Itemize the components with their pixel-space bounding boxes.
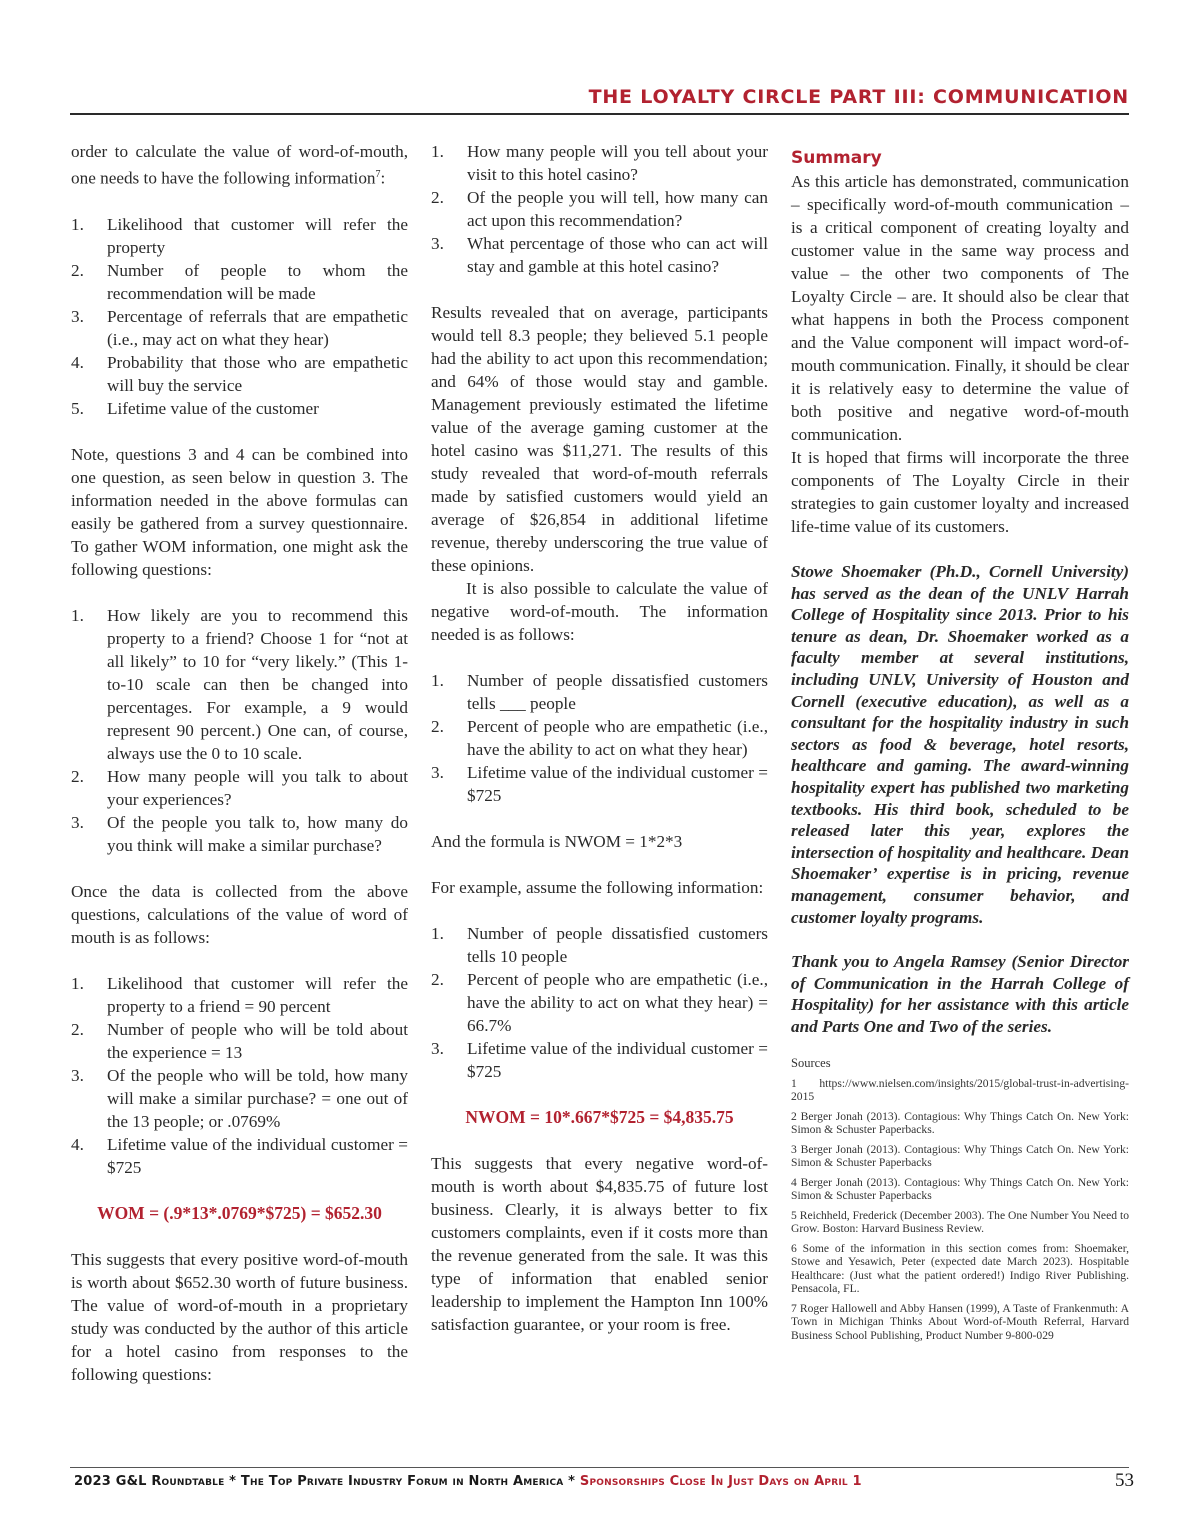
header-rule: [70, 113, 1129, 115]
negative-info-list: [431, 669, 768, 807]
summary-paragraph-1: As this article has demonstrated, communication – specifically word-of-mouth communication – is a critical component of creating loyalty and customer value in the same way process and value – the other two components of The Loyalty Circle – are. It should also be clear that what happens in both the Process component and the Value component will impact word-of-mouth communication. Finally, it should be clear it is relatively easy to determine the value of both positive and negative word-of-mouth communication.: [791, 172, 1129, 444]
list-item: [71, 213, 408, 259]
list-text: Number of people who will be told about the experience = 13: [107, 1019, 408, 1062]
list-number: 3.: [431, 1039, 444, 1058]
list-text: How many people will you talk to about your experiences?: [107, 766, 408, 809]
source-entry: 3 Berger Jonah (2013). Contagious: Why Things Catch On. New York: Simon & Schuster Paperbacks: [791, 1142, 1129, 1170]
list-number: 2.: [71, 1019, 84, 1039]
wom-conclusion: This suggests that every positive word-of-mouth is worth about $652.30 worth of future business. The value of word-of-mouth in a proprietary study was conducted by the author of this article for a hotel casino from responses to the following questions:: [71, 1249, 408, 1384]
list-number: 1.: [71, 973, 84, 993]
column-3: [791, 148, 1129, 1348]
list-item: [71, 259, 408, 305]
footer-rule: [70, 1467, 1129, 1468]
list-item: [431, 669, 768, 715]
list-text: Of the people you talk to, how many do you think will make a similar purchase?: [107, 812, 408, 855]
list-number: 1.: [431, 671, 444, 690]
list-item: [71, 765, 408, 811]
list-number: 5.: [71, 398, 84, 418]
list-number: 2.: [431, 188, 444, 207]
page-number: 53: [1115, 1470, 1134, 1491]
list-number: 1.: [71, 605, 84, 625]
sources-section: [791, 1057, 1129, 1342]
list-text: How likely are you to recommend this property to a friend? Choose 1 for “not at all likely” to 10 for “very likely.” (This 1-to-10 scale can then be changed into percentages. For example, a 9 would represent 90 percent.) One can, of course, always use the 0 to 10 scale.: [107, 605, 408, 763]
list-item: [71, 305, 408, 351]
column-2: [431, 140, 768, 1336]
list-item: [71, 397, 408, 420]
list-item: [431, 1037, 768, 1083]
list-text: Of the people who will be told, how many will make a similar purchase? = one out of the 13 people; or .0769%: [107, 1065, 408, 1131]
list-text: Lifetime value of the individual customer = $725: [467, 1039, 768, 1081]
running-header: THE LOYALTY CIRCLE PART III: COMMUNICATION: [588, 86, 1129, 108]
nwom-conclusion: This suggests that every negative word-of-mouth is worth about $4,835.75 of future lost business. Clearly, it is always better to fix customers complaints, even if it costs more than the revenue generated from the sale. It was this type of information that enabled senior leadership to implement the Hampton Inn 100% satisfaction guarantee, or your room is free.: [431, 1154, 768, 1334]
list-text: Lifetime value of the individual customer = $725: [467, 763, 768, 805]
source-entry: 4 Berger Jonah (2013). Contagious: Why Things Catch On. New York: Simon & Schuster Paperbacks: [791, 1175, 1129, 1203]
author-bio: Stowe Shoemaker (Ph.D., Cornell University) has served as the dean of the UNLV Harrah College of Hospitality since 2013. Prior to his tenure as dean, Dr. Shoemaker worked as a faculty member at several institutions, including UNLV, University of Houston and Cornell (executive education), as well as a consultant for the hospitality industry in such sectors as food & beverage, hotel resorts, healthcare and gaming. The award-winning hospitality expert has published two marketing textbooks. His third book, scheduled to be released later this year, explores the intersection of hospitality and healthcare. Dean Shoemaker’ expertise is in pricing, revenue management, consumer behavior, and customer loyalty programs.: [791, 562, 1129, 927]
list-number: 3.: [71, 306, 84, 326]
list-item: [431, 186, 768, 232]
source-entry: 2 Berger Jonah (2013). Contagious: Why Things Catch On. New York: Simon & Schuster Paperbacks.: [791, 1109, 1129, 1137]
list-text: Percentage of referrals that are empathetic (i.e., may act on what they hear): [107, 306, 408, 349]
list-item: [431, 140, 768, 186]
note-paragraph: Note, questions 3 and 4 can be combined into one question, as seen below in question 3. The information needed in the above formulas can easily be gathered from a survey questionnaire. To gather WOM information, one might ask the following questions:: [71, 444, 408, 579]
list-item: [431, 968, 768, 1037]
list-number: 3.: [71, 1065, 84, 1085]
list-item: [71, 811, 408, 857]
list-item: [71, 351, 408, 397]
example-list: [431, 922, 768, 1083]
sources-label: Sources: [791, 1056, 831, 1071]
survey-question-list: [431, 140, 768, 278]
list-text: Likelihood that customer will refer the property: [107, 214, 408, 257]
list-number: 3.: [71, 812, 84, 832]
source-entry: 5 Reichheld, Frederick (December 2003). The One Number You Need to Grow. Boston: Harvard Business Review.: [791, 1208, 1129, 1236]
source-entry: 6 Some of the information in this section comes from: Shoemaker, Stowe and Yesawich, Peter (expected date March 2023). Hospitable Healthcare: (Just what the patient ordered!) Indigo River Publishing. Pensacola, FL.: [791, 1241, 1129, 1296]
nwom-formula-line: And the formula is NWOM = 1*2*3: [431, 832, 683, 851]
list-number: 2.: [431, 970, 444, 989]
list-item: [71, 1018, 408, 1064]
list-number: 1.: [71, 214, 84, 234]
results-paragraph: Results revealed that on average, participants would tell 8.3 people; they believed 5.1 people had the ability to act upon this recommendation; and 64% of those would stay and gamble. Management previously estimated the lifetime value of the average gaming customer at the hotel casino was $11,271. The results of this study revealed that word-of-mouth referrals made by satisfied customers would yield an average of $26,854 in additional lifetime revenue, thereby underscoring the true value of these opinions.: [431, 303, 768, 575]
list-text: Probability that those who are empathetic will buy the service: [107, 352, 408, 395]
list-number: 1.: [431, 924, 444, 943]
list-text: Lifetime value of the individual customer = $725: [107, 1134, 408, 1177]
list-item: [431, 922, 768, 968]
list-item: [71, 1064, 408, 1133]
wom-formula: WOM = (.9*13*.0769*$725) = $652.30: [97, 1202, 382, 1223]
footer-banner: 2023 G&L Roundtable * The Top Private Industry Forum in North America * Sponsorships Close In Just Days on April 1: [74, 1474, 862, 1489]
list-item: [431, 715, 768, 761]
list-number: 1.: [431, 142, 444, 161]
list-text: Number of people dissatisfied customers tells 10 people: [467, 924, 768, 966]
intro-paragraph: order to calculate the value of word-of-mouth, one needs to have the following information$^7$:: [71, 142, 408, 188]
list-number: 3.: [431, 234, 444, 253]
list-text: Of the people you will tell, how many can act upon this recommendation?: [467, 188, 768, 230]
list-item: [71, 1133, 408, 1179]
source-entry: 7 Roger Hallowell and Abby Hansen (1999), A Taste of Frankenmuth: A Town in Michigan Thinks About Word-of-Mouth Referral, Harvard Business School Publishing, Product Number 9-800-029: [791, 1301, 1129, 1342]
list-text: Percent of people who are empathetic (i.e., have the ability to act on what they hear): [467, 717, 768, 759]
source-entry: 1 https://www.nielsen.com/insights/2015/global-trust-in-advertising-2015: [791, 1076, 1129, 1104]
list-text: Lifetime value of the customer: [107, 398, 319, 418]
list-number: 4.: [71, 352, 84, 372]
negative-wom-paragraph: It is also possible to calculate the value of negative word-of-mouth. The information needed is as follows:: [431, 579, 768, 644]
list-item: [71, 604, 408, 765]
summary-heading: Summary: [791, 148, 882, 168]
sources-list: [791, 1077, 1129, 1343]
nwom-formula: NWOM = 10*.667*$725 = $4,835.75: [465, 1107, 734, 1127]
list-number: 3.: [431, 763, 444, 782]
list-text: Likelihood that customer will refer the property to a friend = 90 percent: [107, 973, 408, 1016]
sponsorship-notice: Sponsorships Close In Just Days on April 1: [579, 1474, 862, 1489]
calculation-list: [71, 972, 408, 1179]
list-item: [71, 972, 408, 1018]
list-number: 2.: [431, 717, 444, 736]
list-number: 4.: [71, 1134, 84, 1154]
acknowledgement: Thank you to Angela Ramsey (Senior Director of Communication in the Harrah College of Hospitality) for her assistance with this article and Parts One and Two of the series.: [791, 952, 1129, 1036]
list-number: 2.: [71, 260, 84, 280]
list-text: Number of people to whom the recommendation will be made: [107, 260, 408, 303]
list-text: Number of people dissatisfied customers tells ___ people: [467, 671, 768, 713]
information-list: [71, 213, 408, 420]
list-text: How many people will you tell about your visit to this hotel casino?: [467, 142, 768, 184]
list-item: [431, 232, 768, 278]
wom-question-list: [71, 604, 408, 857]
list-text: What percentage of those who can act will stay and gamble at this hotel casino?: [467, 234, 768, 276]
calculation-intro: Once the data is collected from the above questions, calculations of the value of word of mouth is as follows:: [71, 881, 408, 947]
column-1: [71, 140, 408, 1386]
example-paragraph: For example, assume the following information:: [431, 878, 764, 897]
summary-paragraph-2: It is hoped that firms will incorporate the three components of The Loyalty Circle in their strategies to gain customer loyalty and increased life-time value of its customers.: [791, 448, 1129, 536]
list-item: [431, 761, 768, 807]
list-text: Percent of people who are empathetic (i.e., have the ability to act on what they hear) = 66.7%: [467, 970, 768, 1035]
list-number: 2.: [71, 766, 84, 786]
